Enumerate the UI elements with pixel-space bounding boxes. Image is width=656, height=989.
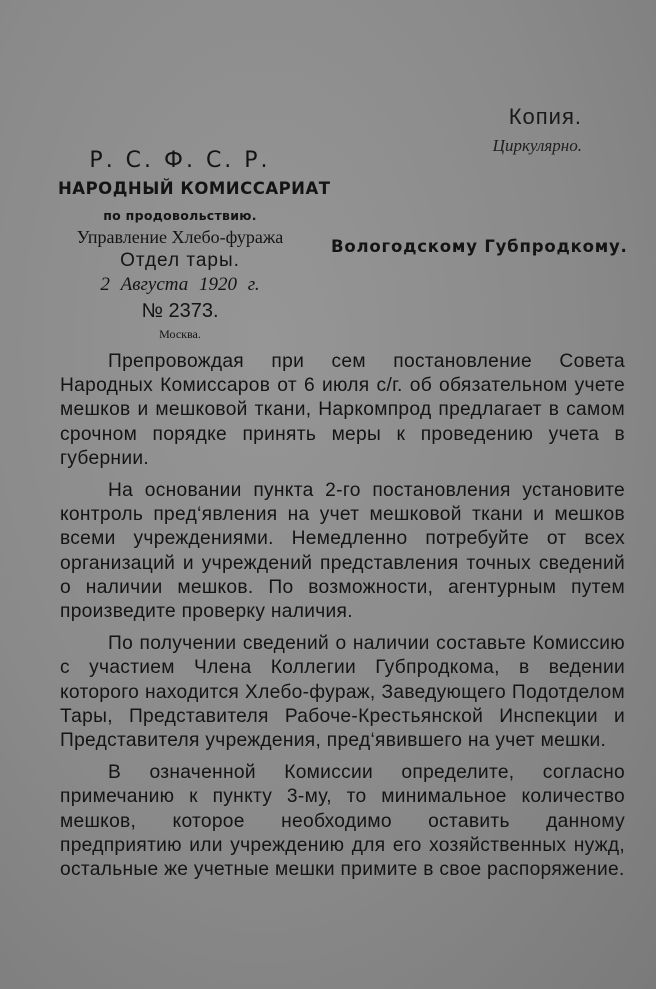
paragraph: Препровождая при сем постановление Совета Народных Комиссаров от 6 июля с/г. об обязательном учете мешков и мешковой ткани, Наркомпрод предлагает в самом срочном порядке принять меры к проведению учета в губернии. <box>60 351 625 469</box>
commissariat-name: НАРОДНЫЙ КОМИССАРИАТ <box>58 179 331 198</box>
sender-block <box>58 148 331 342</box>
commissariat-subtitle: по продовольствию. <box>103 208 257 223</box>
state-name: Р. С. Ф. С. Р. <box>89 148 271 173</box>
document-body <box>60 350 625 890</box>
section-name: Отдел тары. <box>120 250 240 271</box>
paragraph: В означенной Комиссии определите, согласно примечанию к пункту 3-му, то минимальное количество мешков, которое необходимо оставить данному предприятию или учреждению для его хозяйственных нужд, остальные же учетные мешки примите в свое распоряжение. <box>60 762 625 881</box>
document-number: № 2373. <box>141 300 219 322</box>
addressee: Вологодскому Губпродкому. <box>331 237 628 256</box>
copy-label: Копия. <box>508 104 582 129</box>
paragraph: На основании пункта 2-го постановления установите контроль пред‘явления на учет мешковой ткани и мешков всеми учреждениями. Немедленно потребуйте от всех организаций и учреждений представления точных сведений о наличии мешков. По возможности, агентурным путем произведите проверку наличия. <box>60 480 625 623</box>
header-marks <box>493 104 582 156</box>
paragraph: По получении сведений о наличии составьте Комиссию с участием Члена Коллегии Губпродкома, в ведении которого находится Хлебо-фураж, Заведующего Подотделом Тары, Представителя Рабоче-Крестьянской Инспекции и Представителя учреждения, пред‘явившего на учет мешки. <box>60 633 625 752</box>
department-name: Управление Хлебо-фуража <box>76 227 284 247</box>
circular-label: Циркулярно. <box>492 136 582 155</box>
city-name: Москва. <box>159 327 201 341</box>
document-date: 2 Августа 1920 г. <box>100 274 260 295</box>
